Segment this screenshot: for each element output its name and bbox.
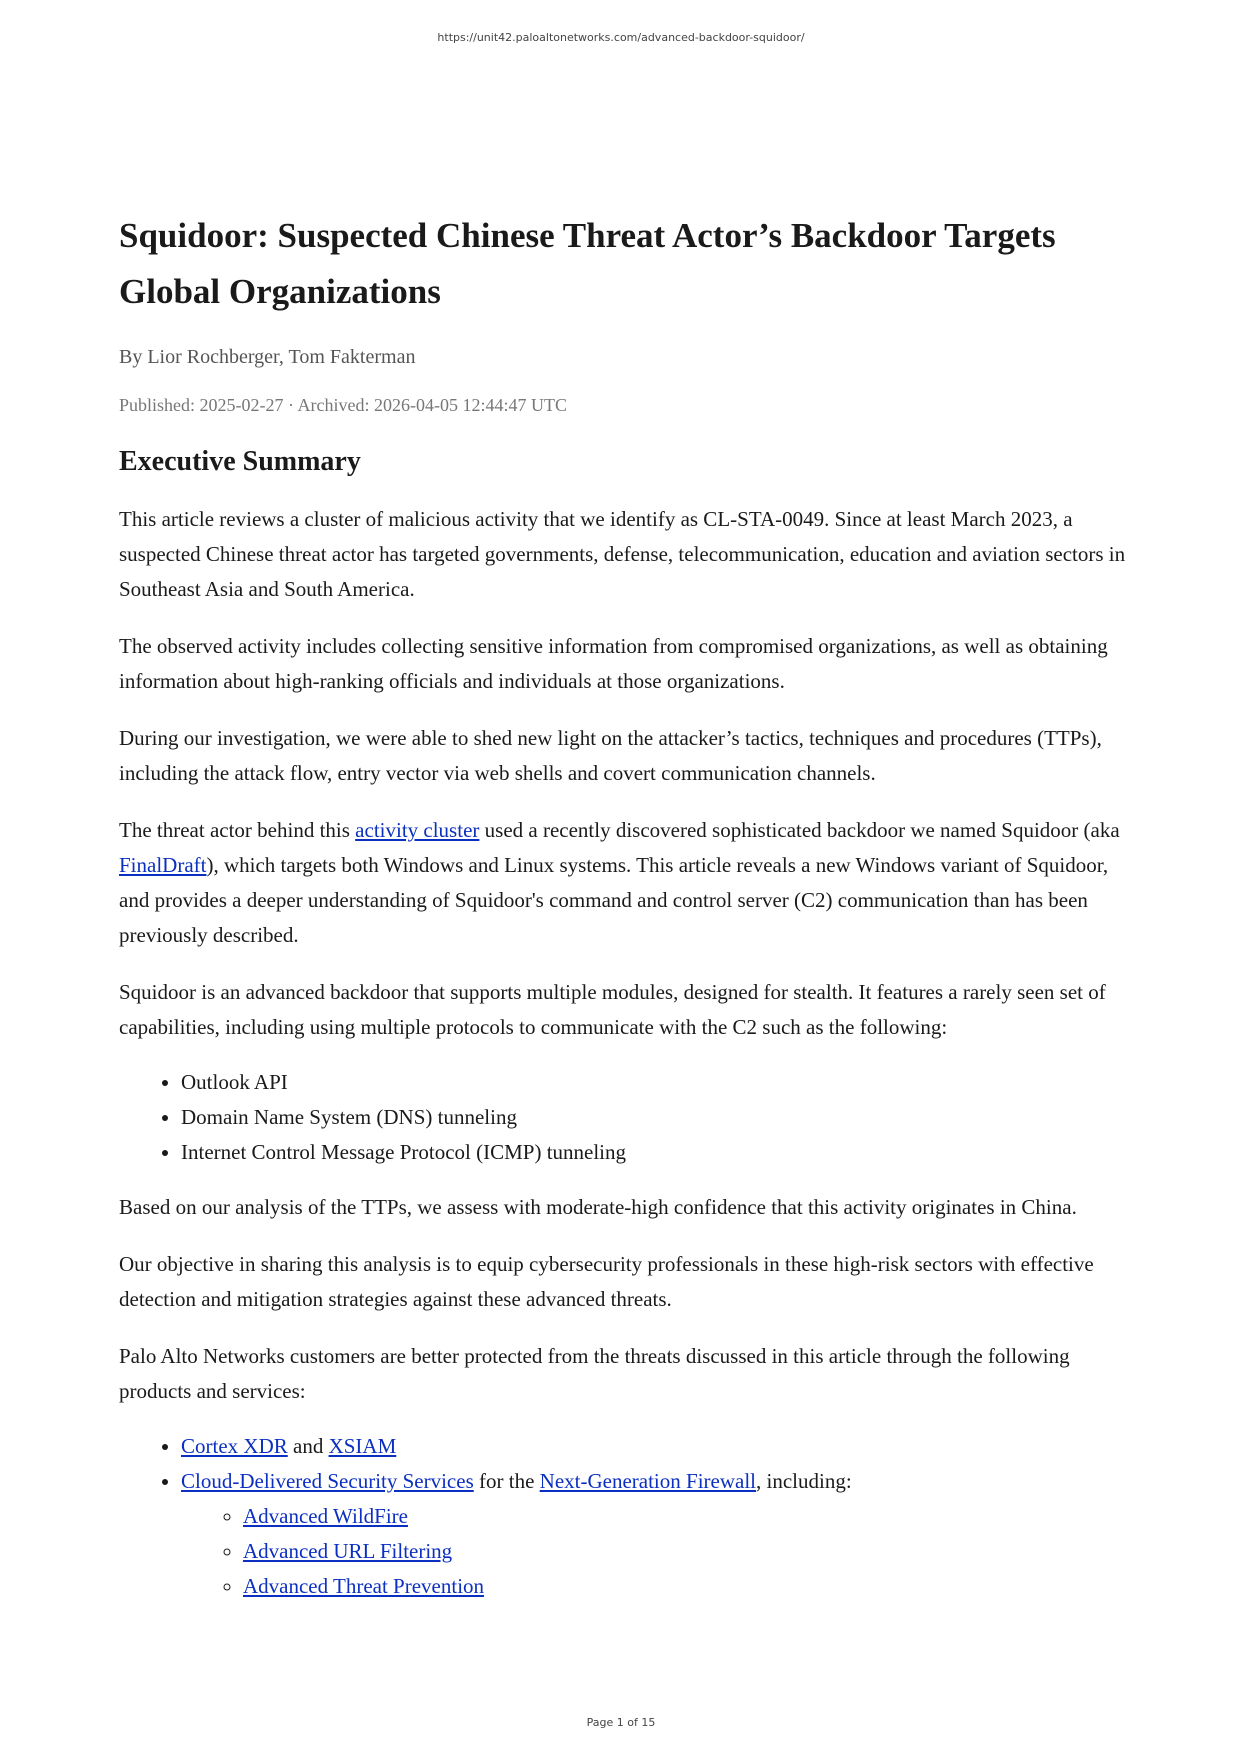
finaldraft-link[interactable]: FinalDraft xyxy=(119,853,207,877)
list-item xyxy=(243,1499,1129,1534)
list-item xyxy=(243,1569,1129,1604)
list-item xyxy=(181,1464,1129,1604)
page-url: https://unit42.paloaltonetworks.com/advanced-backdoor-squidoor/ xyxy=(437,31,805,44)
article-byline: By Lior Rochberger, Tom Fakterman xyxy=(119,346,416,368)
text-run: ), which targets both Windows and Linux systems. This article reveals a new Windows variant of Squidoor, and provides a deeper understanding of Squidoor's command and control server (C2) communication than has been previously described. xyxy=(119,853,1109,947)
article-title: Squidoor: Suspected Chinese Threat Actor’s Backdoor Targets Global Organizations xyxy=(119,216,1056,311)
product-list xyxy=(119,1429,1129,1604)
cloud-delivered-security-services-link[interactable]: Cloud-Delivered Security Services xyxy=(181,1469,474,1493)
text-run: , including: xyxy=(756,1469,852,1493)
text-run: and xyxy=(287,1434,329,1458)
summary-paragraph: During our investigation, we were able to shed new light on the attacker’s tactics, techniques and procedures (TTPs), including the attack flow, entry vector via web shells and covert communication channels. xyxy=(119,726,1102,785)
page-number: Page 1 of 15 xyxy=(586,1716,656,1729)
article-published-date: Published: 2025-02-27 · Archived: 2026-04-05 12:44:47 UTC xyxy=(119,395,567,415)
protocol-list xyxy=(119,1065,1129,1170)
next-generation-firewall-link[interactable]: Next-Generation Firewall xyxy=(539,1469,756,1493)
summary-paragraph: Squidoor is an advanced backdoor that supports multiple modules, designed for stealth. It features a rarely seen set of capabilities, including using multiple protocols to communicate with the C2 such as the following: xyxy=(119,980,1106,1039)
list-item xyxy=(181,1429,1129,1464)
activity-cluster-link[interactable]: activity cluster xyxy=(355,818,480,842)
section-heading-executive-summary: Executive Summary xyxy=(119,446,361,477)
list-item: • Internet Control Message Protocol (ICMP) tunneling xyxy=(181,1135,1129,1170)
summary-paragraph: Based on our analysis of the TTPs, we assess with moderate-high confidence that this activity originates in China. xyxy=(119,1195,1077,1219)
cortex-xdr-link[interactable]: Cortex XDR xyxy=(181,1434,288,1458)
advanced-url-filtering-link[interactable]: Advanced URL Filtering xyxy=(243,1539,453,1563)
summary-paragraph: Palo Alto Networks customers are better protected from the threats discussed in this article through the following products and services: xyxy=(119,1344,1070,1403)
summary-paragraph xyxy=(119,813,1129,953)
text-run: used a recently discovered sophisticated backdoor we named Squidoor (aka xyxy=(479,818,1120,842)
subproduct-list xyxy=(181,1499,1129,1604)
advanced-wildfire-link[interactable]: Advanced WildFire xyxy=(243,1504,408,1528)
advanced-threat-prevention-link[interactable]: Advanced Threat Prevention xyxy=(243,1574,485,1598)
text-run: The threat actor behind this xyxy=(119,818,356,842)
article xyxy=(119,208,1129,1604)
list-item: • Domain Name System (DNS) tunneling xyxy=(181,1100,1129,1135)
summary-paragraph: Our objective in sharing this analysis is to equip cybersecurity professionals in these high-risk sectors with effective detection and mitigation strategies against these advanced threats. xyxy=(119,1252,1094,1311)
summary-paragraph: This article reviews a cluster of malicious activity that we identify as CL-STA-0049. Since at least March 2023, a suspected Chinese threat actor has targeted governments, defense, telecommunication, education and aviation sectors in Southeast Asia and South America. xyxy=(119,507,1126,601)
text-run: for the xyxy=(473,1469,540,1493)
list-item xyxy=(243,1534,1129,1569)
xsiam-link[interactable]: XSIAM xyxy=(328,1434,397,1458)
summary-paragraph: The observed activity includes collecting sensitive information from compromised organizations, as well as obtaining information about high-ranking officials and individuals at those organizations. xyxy=(119,634,1108,693)
list-item: • Outlook API xyxy=(181,1065,1129,1100)
